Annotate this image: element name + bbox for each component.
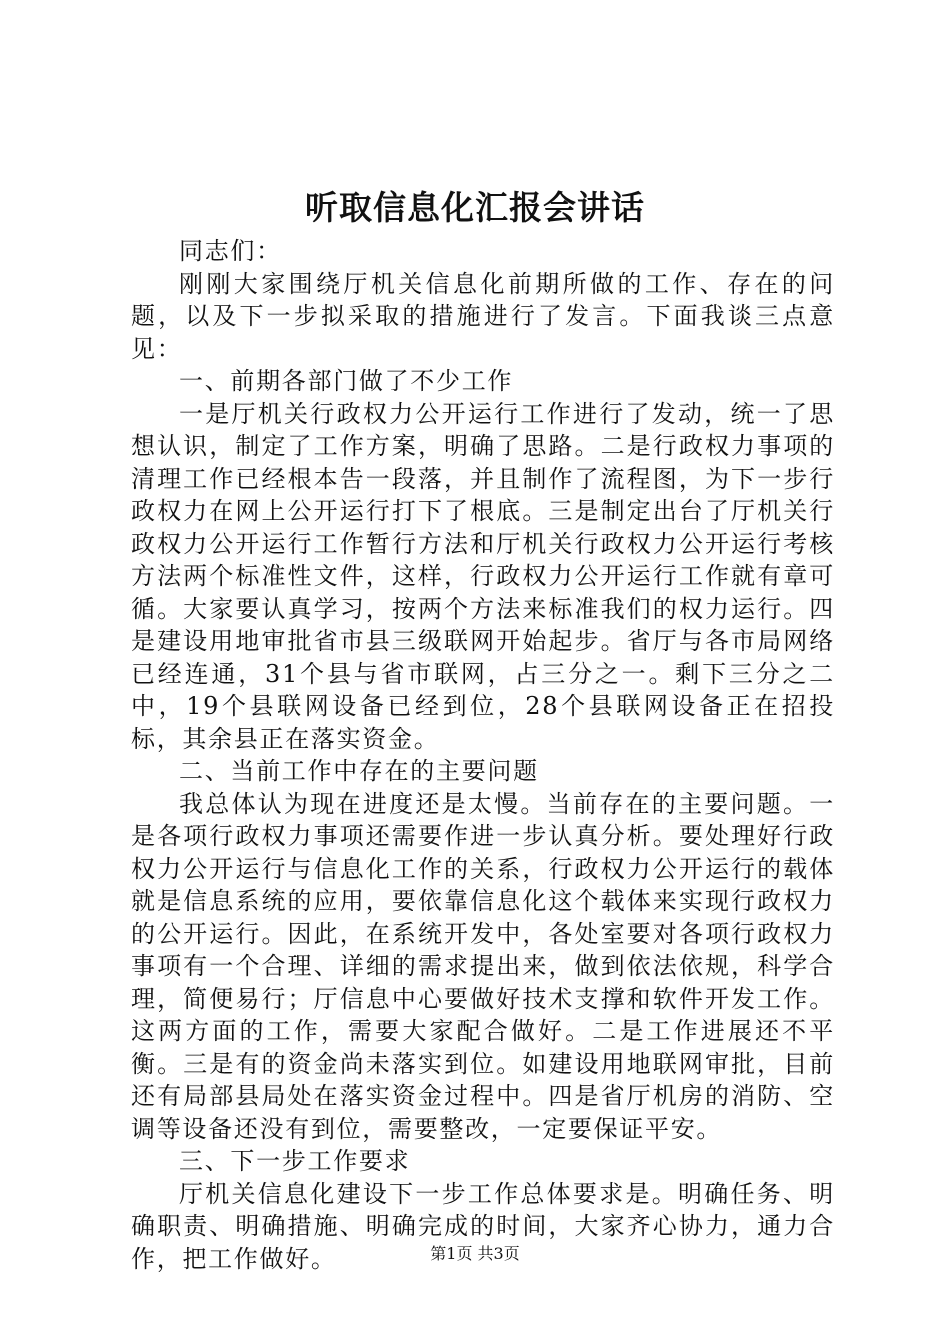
- salutation: 同志们：: [179, 237, 282, 265]
- section-heading-1: 一、前期各部门做了不少工作: [179, 367, 514, 395]
- section-heading-2: 二、当前工作中存在的主要问题: [179, 757, 539, 785]
- section-heading-3: 三、下一步工作要求: [179, 1147, 411, 1175]
- section-2-paragraph: 我总体认为现在进度还是太慢。当前存在的主要问题。一是各项行政权力事项还需要作进一步认真分析。要处理好行政权力公开运行与信息化工作的关系，行政权力公开运行的载体就是信息系统的应用，要依靠信息化这个载体来实现行政权力的公开运行。因此，在系统开发中，各处室要对各项行政权力事项有一个合理、详细的需求提出来，做到依法依规，科学合理，简便易行；厅信息中心要做好技术支撑和软件开发工作。这两方面的工作，需要大家配合做好。二是工作进展还不平衡。三是有的资金尚未落实到位。如建设用地联网审批，目前还有局部县局处在落实资金过程中。四是省厅机房的消防、空调等设备还没有到位，需要整改，一定要保证平安。: [131, 789, 835, 1143]
- document-title: 听取信息化汇报会讲话: [305, 188, 645, 227]
- intro-paragraph: 刚刚大家围绕厅机关信息化前期所做的工作、存在的问题，以及下一步拟采取的措施进行了发言。下面我谈三点意见：: [131, 269, 835, 363]
- section-1-paragraph: 一是厅机关行政权力公开运行工作进行了发动，统一了思想认识，制定了工作方案，明确了思路。二是行政权力事项的清理工作已经根本告一段落，并且制作了流程图，为下一步行政权力在网上公开运行打下了根底。三是制定出台了厅机关行政权力公开运行工作暂行方法和厅机关行政权力公开运行考核方法两个标准性文件，这样，行政权力公开运行工作就有章可循。大家要认真学习，按两个方法来标准我们的权力运行。四是建设用地审批省市县三级联网开始起步。省厅与各市局网络已经连通，31个县与省市联网，占三分之一。剩下三分之二中，19个县联网设备已经到位，28个县联网设备正在招投标，其余县正在落实资金。: [131, 399, 835, 753]
- page-footer: 第1页 共3页: [430, 1244, 520, 1263]
- document-body: [131, 235, 835, 1275]
- section-3-paragraph: 厅机关信息化建设下一步工作总体要求是。明确任务、明确职责、明确措施、明确完成的时间，大家齐心协力，通力合作，把工作做好。: [131, 1179, 835, 1273]
